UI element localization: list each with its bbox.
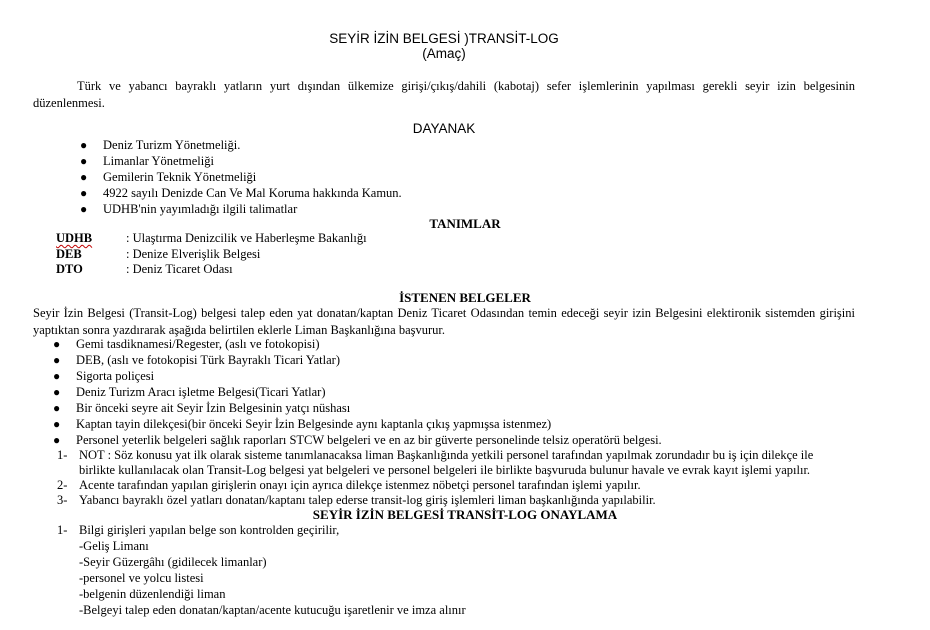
- bullet-icon: ●: [80, 154, 88, 168]
- checklist-item: -Seyir Güzergâhı (gidilecek limanlar): [79, 555, 267, 569]
- istenen-heading: İSTENEN BELGELER: [399, 290, 531, 305]
- intro-paragraph: Türk ve yabancı bayraklı yatların yurt dışından ülkemize girişi/çıkış/dahili (kabotaj) sefer işlemlerinin yapılması gerekli seyir izin belgesinin düzenlenmesi.: [33, 79, 855, 110]
- checklist-item: -Belgeyi talep eden donatan/kaptan/acente kutucuğu işaretlenir ve imza alınır: [79, 603, 466, 617]
- bullet-icon: ●: [53, 385, 61, 399]
- istenen-paragraph: Seyir İzin Belgesi (Transit-Log) belgesi talep eden yat donatan/kaptan Deniz Ticaret Odasından temin edeceği seyir izin Belgesini elektironik sistemden girişini yaptıktan sonra yazdırarak aşağıda belirtilen eklerle Liman Başkanlığına başvurur.: [33, 306, 855, 337]
- onaylama-heading: SEYİR İZİN BELGESİ TRANSİT-LOG ONAYLAMA: [312, 507, 618, 522]
- bullet-icon: ●: [80, 138, 88, 152]
- bullet-icon: ●: [53, 417, 61, 431]
- checklist-item: -Geliş Limanı: [79, 539, 149, 553]
- bullet-icon: ●: [53, 401, 61, 415]
- checklist-item: -belgenin düzenlendiği liman: [79, 587, 226, 601]
- bullet-icon: ●: [80, 186, 88, 200]
- bullet-icon: ●: [53, 337, 61, 351]
- checklist-item: -personel ve yolcu listesi: [79, 571, 204, 585]
- bullet-icon: ●: [53, 369, 61, 383]
- bullet-icon: ●: [53, 433, 61, 447]
- bullet-icon: ●: [53, 353, 61, 367]
- bullet-icon: ●: [80, 202, 88, 216]
- dayanak-heading: DAYANAK: [412, 121, 476, 136]
- tanimlar-heading: TANIMLAR: [429, 216, 501, 231]
- document-subtitle: (Amaç): [422, 46, 466, 61]
- bullet-icon: ●: [80, 170, 88, 184]
- document-title: SEYİR İZİN BELGESİ )TRANSİT-LOG: [329, 31, 559, 46]
